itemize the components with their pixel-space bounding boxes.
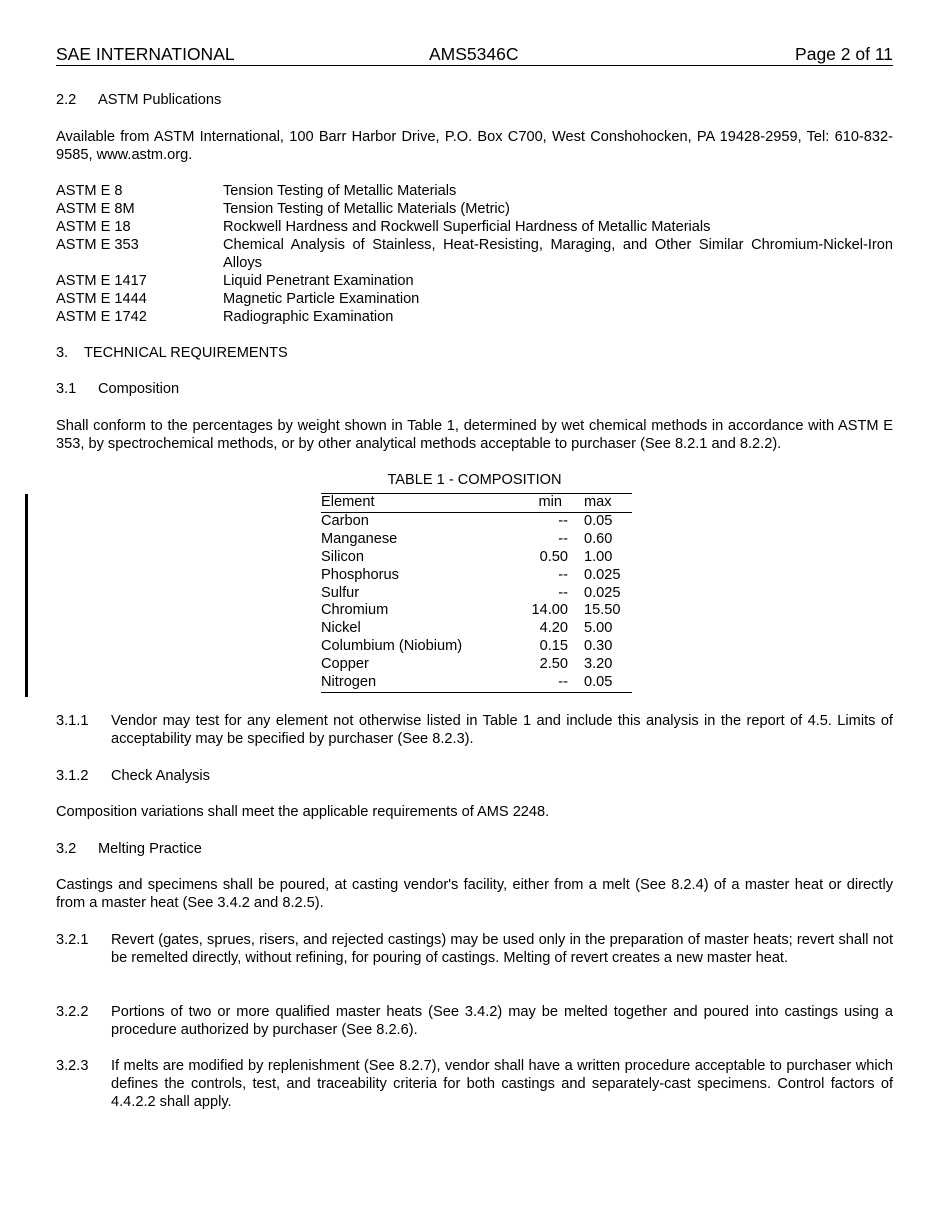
section-number: 3.2: [56, 841, 77, 857]
min-cell: 4.20: [539, 620, 568, 637]
column-header-max: max: [578, 494, 632, 513]
reference-title: Chemical Analysis of Stainless, Heat-Resisting, Maraging, and Other Similar Chromium-Nickel-Iron Alloys: [223, 237, 893, 271]
table-caption: TABLE 1 - COMPOSITION: [387, 472, 562, 488]
min-cell: --: [514, 674, 578, 692]
max-cell: 0.025: [584, 566, 621, 583]
min-cell: 0.15: [539, 638, 568, 655]
max-cell: 15.50: [584, 602, 621, 619]
table-row: [321, 531, 632, 549]
paragraph-3-2-2: [56, 1003, 893, 1039]
paragraph-3-2-3: [56, 1057, 893, 1111]
element-cell: Phosphorus: [321, 566, 399, 583]
table-row: [321, 585, 632, 603]
element-cell: Chromium: [321, 602, 389, 619]
section-title: Melting Practice: [98, 841, 202, 857]
composition-table: [321, 493, 632, 693]
min-cell: 0.50: [539, 548, 568, 565]
astm-availability-paragraph: Available from ASTM International, 100 Barr Harbor Drive, P.O. Box C700, West Conshohocken, PA 19428-2959, Tel: 610-832-9585, www.astm.org.: [56, 129, 893, 163]
element-cell: Nitrogen: [321, 674, 514, 692]
min-cell: --: [558, 512, 568, 529]
reference-title: Tension Testing of Metallic Materials: [223, 183, 457, 199]
paragraph-text: Vendor may test for any element not otherwise listed in Table 1 and include this analysis in the report of 4.5. Limits of acceptability may be specified by purchaser (See 8.2.3).: [111, 713, 893, 747]
reference-code: ASTM E 1742: [56, 309, 147, 325]
paragraph-text: If melts are modified by replenishment (See 8.2.7), vendor shall have a written procedure acceptable to purchaser which defines the controls, test, and traceability criteria for both castings and separately-cast specimens. Control factors of 4.4.2.2 shall apply.: [111, 1058, 893, 1110]
reference-code: ASTM E 353: [56, 237, 139, 253]
reference-item: [56, 218, 893, 236]
section-number: 3.1.2: [56, 768, 89, 784]
revision-change-bar: [25, 494, 28, 697]
paragraph-number: 3.1.1: [56, 713, 89, 729]
astm-reference-list: [56, 182, 893, 326]
melting-practice-paragraph: Castings and specimens shall be poured, at casting vendor's facility, either from a melt (See 8.2.4) of a master heat or directly from a master heat (See 3.4.2 and 8.2.5).: [56, 877, 893, 911]
reference-item: [56, 182, 893, 200]
max-cell: 3.20: [584, 656, 613, 673]
header-organization: SAE INTERNATIONAL: [56, 44, 235, 64]
max-cell: 0.05: [578, 674, 632, 692]
paragraph-text: Revert (gates, sprues, risers, and rejected castings) may be used only in the preparation of master heats; revert shall not be remelted directly, without refining, for pouring of castings. Melting of revert creates a new master heat.: [111, 932, 893, 966]
element-cell: Carbon: [321, 512, 369, 529]
reference-title: Tension Testing of Metallic Materials (Metric): [223, 201, 510, 217]
column-header-min: min: [514, 494, 578, 513]
element-cell: Manganese: [321, 530, 398, 547]
reference-item: [56, 200, 893, 218]
reference-title: Rockwell Hardness and Rockwell Superficial Hardness of Metallic Materials: [223, 219, 711, 235]
table-row: [321, 638, 632, 656]
reference-code: ASTM E 8: [56, 183, 123, 199]
min-cell: --: [558, 530, 568, 547]
reference-title: Magnetic Particle Examination: [223, 291, 420, 307]
element-cell: Columbium (Niobium): [321, 638, 463, 655]
max-cell: 0.30: [584, 638, 613, 655]
table-row: [321, 567, 632, 585]
table-header-row: [321, 494, 632, 513]
reference-code: ASTM E 8M: [56, 201, 135, 217]
composition-paragraph: Shall conform to the percentages by weight shown in Table 1, determined by wet chemical methods in accordance with ASTM E 353, by spectrochemical methods, or by other analytical methods acceptable to purchaser (See 8.2.1 and 8.2.2).: [56, 418, 893, 452]
reference-item: [56, 236, 893, 272]
reference-item: [56, 308, 893, 326]
table-row: [321, 674, 632, 692]
max-cell: 0.60: [584, 530, 613, 547]
reference-item: [56, 290, 893, 308]
element-cell: Nickel: [321, 620, 361, 637]
table-row: [321, 602, 632, 620]
reference-code: ASTM E 18: [56, 219, 131, 235]
section-title: TECHNICAL REQUIREMENTS: [84, 345, 288, 361]
header-document-number: AMS5346C: [429, 44, 519, 64]
reference-code: ASTM E 1444: [56, 291, 147, 307]
reference-title: Liquid Penetrant Examination: [223, 273, 414, 289]
element-cell: Sulfur: [321, 584, 360, 601]
section-number: 2.2: [56, 92, 77, 108]
paragraph-3-2-1: [56, 931, 893, 967]
section-title: Check Analysis: [111, 768, 210, 784]
paragraph-number: 3.2.2: [56, 1004, 89, 1020]
min-cell: --: [558, 584, 568, 601]
column-header-element: Element: [321, 494, 514, 513]
table-row: [321, 512, 632, 530]
paragraph-text: Portions of two or more qualified master heats (See 3.4.2) may be melted together and poured into castings using a procedure authorized by purchaser (See 8.2.6).: [111, 1004, 893, 1038]
paragraph-3-1-1: [56, 712, 893, 748]
table-row: [321, 620, 632, 638]
paragraph-number: 3.2.3: [56, 1058, 89, 1074]
table-row: [321, 656, 632, 674]
check-analysis-paragraph: Composition variations shall meet the applicable requirements of AMS 2248.: [56, 804, 550, 820]
section-title: Composition: [98, 381, 180, 397]
element-cell: Copper: [321, 656, 369, 673]
max-cell: 0.025: [584, 584, 621, 601]
reference-code: ASTM E 1417: [56, 273, 147, 289]
table-row: [321, 549, 632, 567]
reference-title: Radiographic Examination: [223, 309, 394, 325]
min-cell: 14.00: [531, 602, 568, 619]
max-cell: 5.00: [584, 620, 613, 637]
page-header: [56, 44, 893, 66]
paragraph-number: 3.2.1: [56, 932, 89, 948]
reference-item: [56, 272, 893, 290]
min-cell: 2.50: [539, 656, 568, 673]
max-cell: 1.00: [584, 548, 613, 565]
element-cell: Silicon: [321, 548, 364, 565]
min-cell: --: [558, 566, 568, 583]
section-title: ASTM Publications: [98, 92, 222, 108]
max-cell: 0.05: [584, 512, 613, 529]
section-number: 3.1: [56, 381, 77, 397]
header-page-number: Page 2 of 11: [795, 44, 893, 64]
section-number: 3.: [56, 345, 69, 361]
